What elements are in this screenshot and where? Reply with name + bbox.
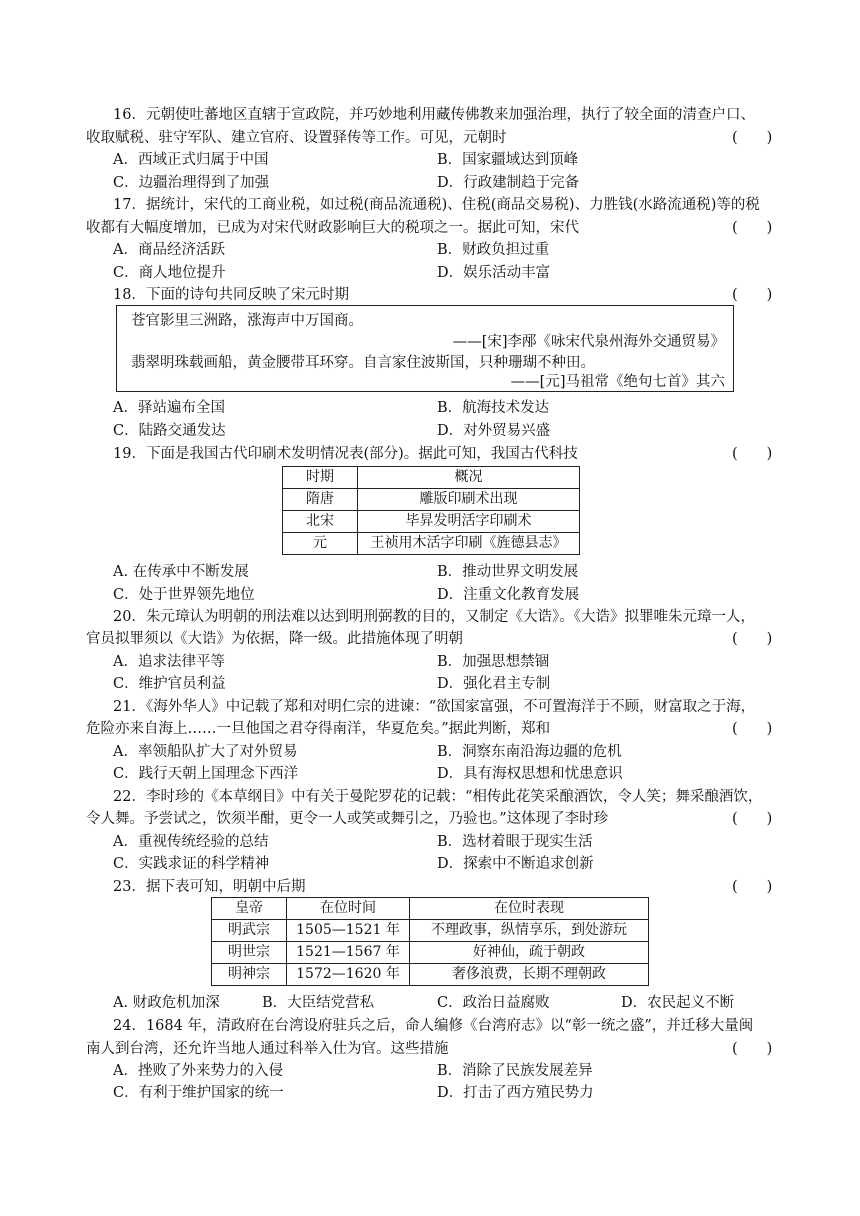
table-cell: 毕昇发明活字印刷术 bbox=[358, 511, 580, 533]
q21-option-a[interactable]: A．率领船队扩大了对外贸易 bbox=[113, 744, 298, 760]
q21-answer-bracket[interactable]: ( ) bbox=[732, 721, 773, 737]
table-cell: 1521—1567 年 bbox=[287, 942, 410, 964]
q24-option-a[interactable]: A．挫败了外来势力的入侵 bbox=[113, 1063, 283, 1079]
q23-option-c[interactable]: C．政治日益腐败 bbox=[437, 995, 550, 1011]
table-cell: 北宋 bbox=[283, 511, 358, 533]
q22-stem-line2: 令人舞。予尝试之，饮须半酣，更令一人或笑或舞引之，乃验也。”这体现了李时珍 bbox=[86, 811, 609, 827]
q18-option-c[interactable]: C．陆路交通发达 bbox=[113, 423, 226, 439]
q18-option-b[interactable]: B．航海技术发达 bbox=[437, 400, 550, 416]
q18-stem: 18．下面的诗句共同反映了宋元时期 bbox=[113, 287, 349, 303]
table-header-row bbox=[212, 898, 649, 920]
table-cell: 明武宗 bbox=[212, 920, 287, 942]
q18-poem-1: 苍官影里三洲路，涨海声中万国商。 bbox=[131, 313, 363, 329]
q17-option-d[interactable]: D．娱乐活动丰富 bbox=[437, 265, 551, 281]
table-cell: 明世宗 bbox=[212, 942, 287, 964]
table-cell: 不理政事，纵情享乐，到处游玩 bbox=[410, 920, 649, 942]
q23-stem: 23．据下表可知，明朝中后期 bbox=[113, 879, 306, 895]
table-header-cell: 概况 bbox=[358, 467, 580, 489]
table-row bbox=[212, 942, 649, 964]
q20-stem-line1: 20．朱元璋认为明朝的刑法难以达到明刑弼教的目的，又制定《大诰》。《大诰》拟罪唯朱元璋一人， bbox=[113, 609, 755, 625]
ming-emperors-table bbox=[211, 897, 649, 986]
q16-stem-line2: 收取赋税、驻守军队、建立官府、设置驿传等工作。可见，元朝时 bbox=[86, 130, 507, 146]
q22-option-a[interactable]: A．重视传统经验的总结 bbox=[113, 834, 269, 850]
q20-option-b[interactable]: B．加强思想禁锢 bbox=[437, 654, 550, 670]
q24-answer-bracket[interactable]: ( ) bbox=[732, 1041, 773, 1057]
q18-poem-2-source: ——[元]马祖常《绝句七首》其六 bbox=[510, 374, 725, 390]
q20-stem-line2: 官员拟罪须以《大诰》为依据，降一级。此措施体现了明朝 bbox=[86, 631, 463, 647]
q18-poem-box bbox=[116, 305, 734, 392]
q16-stem-line1: 16．元朝使吐蕃地区直辖于宣政院，并巧妙地利用藏传佛教来加强治理，执行了较全面的清查户口、 bbox=[113, 107, 755, 123]
q24-option-d[interactable]: D．打击了西方殖民势力 bbox=[437, 1085, 594, 1101]
table-header-cell: 在位时表现 bbox=[410, 898, 649, 920]
table-cell: 隋唐 bbox=[283, 489, 358, 511]
q18-poem-2: 翡翠明珠载画船，黄金腰带耳环穿。自言家住波斯国，只种珊瑚不种田。 bbox=[131, 355, 595, 371]
table-cell: 王祯用木活字印刷《旌德县志》 bbox=[358, 533, 580, 555]
q17-option-a[interactable]: A．商品经济活跃 bbox=[113, 242, 225, 258]
q21-option-c[interactable]: C．践行天朝上国理念下西洋 bbox=[113, 766, 299, 782]
table-row bbox=[212, 964, 649, 986]
table-row bbox=[283, 489, 580, 511]
q21-option-d[interactable]: D．具有海权思想和忧患意识 bbox=[437, 766, 623, 782]
q17-stem-line1: 17．据统计，宋代的工商业税，如过税(商品流通税)、住税(商品交易税)、力胜钱(水路流通税)等的税 bbox=[113, 197, 760, 213]
table-cell: 元 bbox=[283, 533, 358, 555]
table-header-cell: 在位时间 bbox=[287, 898, 410, 920]
q18-option-d[interactable]: D．对外贸易兴盛 bbox=[437, 423, 551, 439]
q18-poem-1-source: ——[宋]李邴《咏宋代泉州海外交通贸易》 bbox=[452, 334, 725, 350]
q23-option-a[interactable]: A. 财政危机加深 bbox=[113, 995, 220, 1011]
q17-stem-line2: 收都有大幅度增加，已成为对宋代财政影响巨大的税项之一。据此可知，宋代 bbox=[86, 220, 579, 236]
table-cell: 奢侈浪费，长期不理朝政 bbox=[410, 964, 649, 986]
table-cell: 好神仙，疏于朝政 bbox=[410, 942, 649, 964]
table-cell: 1572—1620 年 bbox=[287, 964, 410, 986]
q19-option-c[interactable]: C．处于世界领先地位 bbox=[113, 587, 255, 603]
q23-answer-bracket[interactable]: ( ) bbox=[732, 879, 773, 895]
q20-option-c[interactable]: C．维护官员利益 bbox=[113, 676, 226, 692]
q22-stem-line1: 22．李时珍的《本草纲目》中有关于曼陀罗花的记载：“相传此花笑采酿酒饮，令人笑；舞采酿酒饮， bbox=[113, 789, 763, 805]
q16-answer-bracket[interactable]: ( ) bbox=[732, 130, 773, 146]
q21-stem-line2: 危险亦来自海上……一旦他国之君夺得南洋，华夏危矣。”据此判断，郑和 bbox=[86, 721, 551, 737]
q20-option-d[interactable]: D．强化君主专制 bbox=[437, 676, 551, 692]
q19-option-b[interactable]: B．推动世界文明发展 bbox=[437, 564, 579, 580]
q17-option-c[interactable]: C．商人地位提升 bbox=[113, 265, 226, 281]
q20-option-a[interactable]: A．追求法律平等 bbox=[113, 654, 225, 670]
q23-option-d[interactable]: D．农民起义不断 bbox=[621, 995, 735, 1011]
q24-option-b[interactable]: B．消除了民族发展差异 bbox=[437, 1063, 593, 1079]
q18-answer-bracket[interactable]: ( ) bbox=[732, 287, 773, 303]
q17-answer-bracket[interactable]: ( ) bbox=[732, 220, 773, 236]
q23-option-b[interactable]: B．大臣结党营私 bbox=[262, 995, 375, 1011]
q19-option-d[interactable]: D．注重文化教育发展 bbox=[437, 587, 580, 603]
q18-option-a[interactable]: A．驿站遍布全国 bbox=[113, 400, 225, 416]
q16-option-d[interactable]: D．行政建制趋于完备 bbox=[437, 175, 580, 191]
q24-option-c[interactable]: C．有利于维护国家的统一 bbox=[113, 1085, 284, 1101]
q22-option-d[interactable]: D．探索中不断追求创新 bbox=[437, 856, 594, 872]
q17-option-b[interactable]: B．财政负担过重 bbox=[437, 242, 550, 258]
q16-option-b[interactable]: B．国家疆域达到顶峰 bbox=[437, 152, 579, 168]
q22-answer-bracket[interactable]: ( ) bbox=[732, 811, 773, 827]
table-header-row bbox=[283, 467, 580, 489]
printing-history-table bbox=[282, 466, 580, 555]
table-header-cell: 皇帝 bbox=[212, 898, 287, 920]
q21-stem-line1: 21．《海外华人》中记载了郑和对明仁宗的进谏：“欲国家富强，不可置海洋于不顾，财富取之于海， bbox=[113, 699, 756, 715]
table-cell: 1505—1521 年 bbox=[287, 920, 410, 942]
q19-stem: 19．下面是我国古代印刷术发明情况表(部分)。据此可知，我国古代科技 bbox=[113, 446, 578, 462]
q16-option-a[interactable]: A．西域正式归属于中国 bbox=[113, 152, 269, 168]
table-row bbox=[212, 920, 649, 942]
q24-stem-line2: 南人到台湾，还允许当地人通过科举入仕为官。这些措施 bbox=[86, 1041, 449, 1057]
table-cell: 明神宗 bbox=[212, 964, 287, 986]
table-cell: 雕版印刷术出现 bbox=[358, 489, 580, 511]
q20-answer-bracket[interactable]: ( ) bbox=[732, 631, 773, 647]
q19-answer-bracket[interactable]: ( ) bbox=[732, 446, 773, 462]
table-row bbox=[283, 533, 580, 555]
q24-stem-line1: 24．1684 年，清政府在台湾设府驻兵之后，命人编修《台湾府志》以“彰一统之盛”，并迁移大量闽 bbox=[113, 1018, 754, 1034]
q16-option-c[interactable]: C．边疆治理得到了加强 bbox=[113, 175, 270, 191]
table-row bbox=[283, 511, 580, 533]
table-header-cell: 时期 bbox=[283, 467, 358, 489]
q21-option-b[interactable]: B．洞察东南沿海边疆的危机 bbox=[437, 744, 622, 760]
q22-option-c[interactable]: C．实践求证的科学精神 bbox=[113, 856, 270, 872]
q19-option-a[interactable]: A. 在传承中不断发展 bbox=[113, 564, 249, 580]
q22-option-b[interactable]: B．选材着眼于现实生活 bbox=[437, 834, 593, 850]
